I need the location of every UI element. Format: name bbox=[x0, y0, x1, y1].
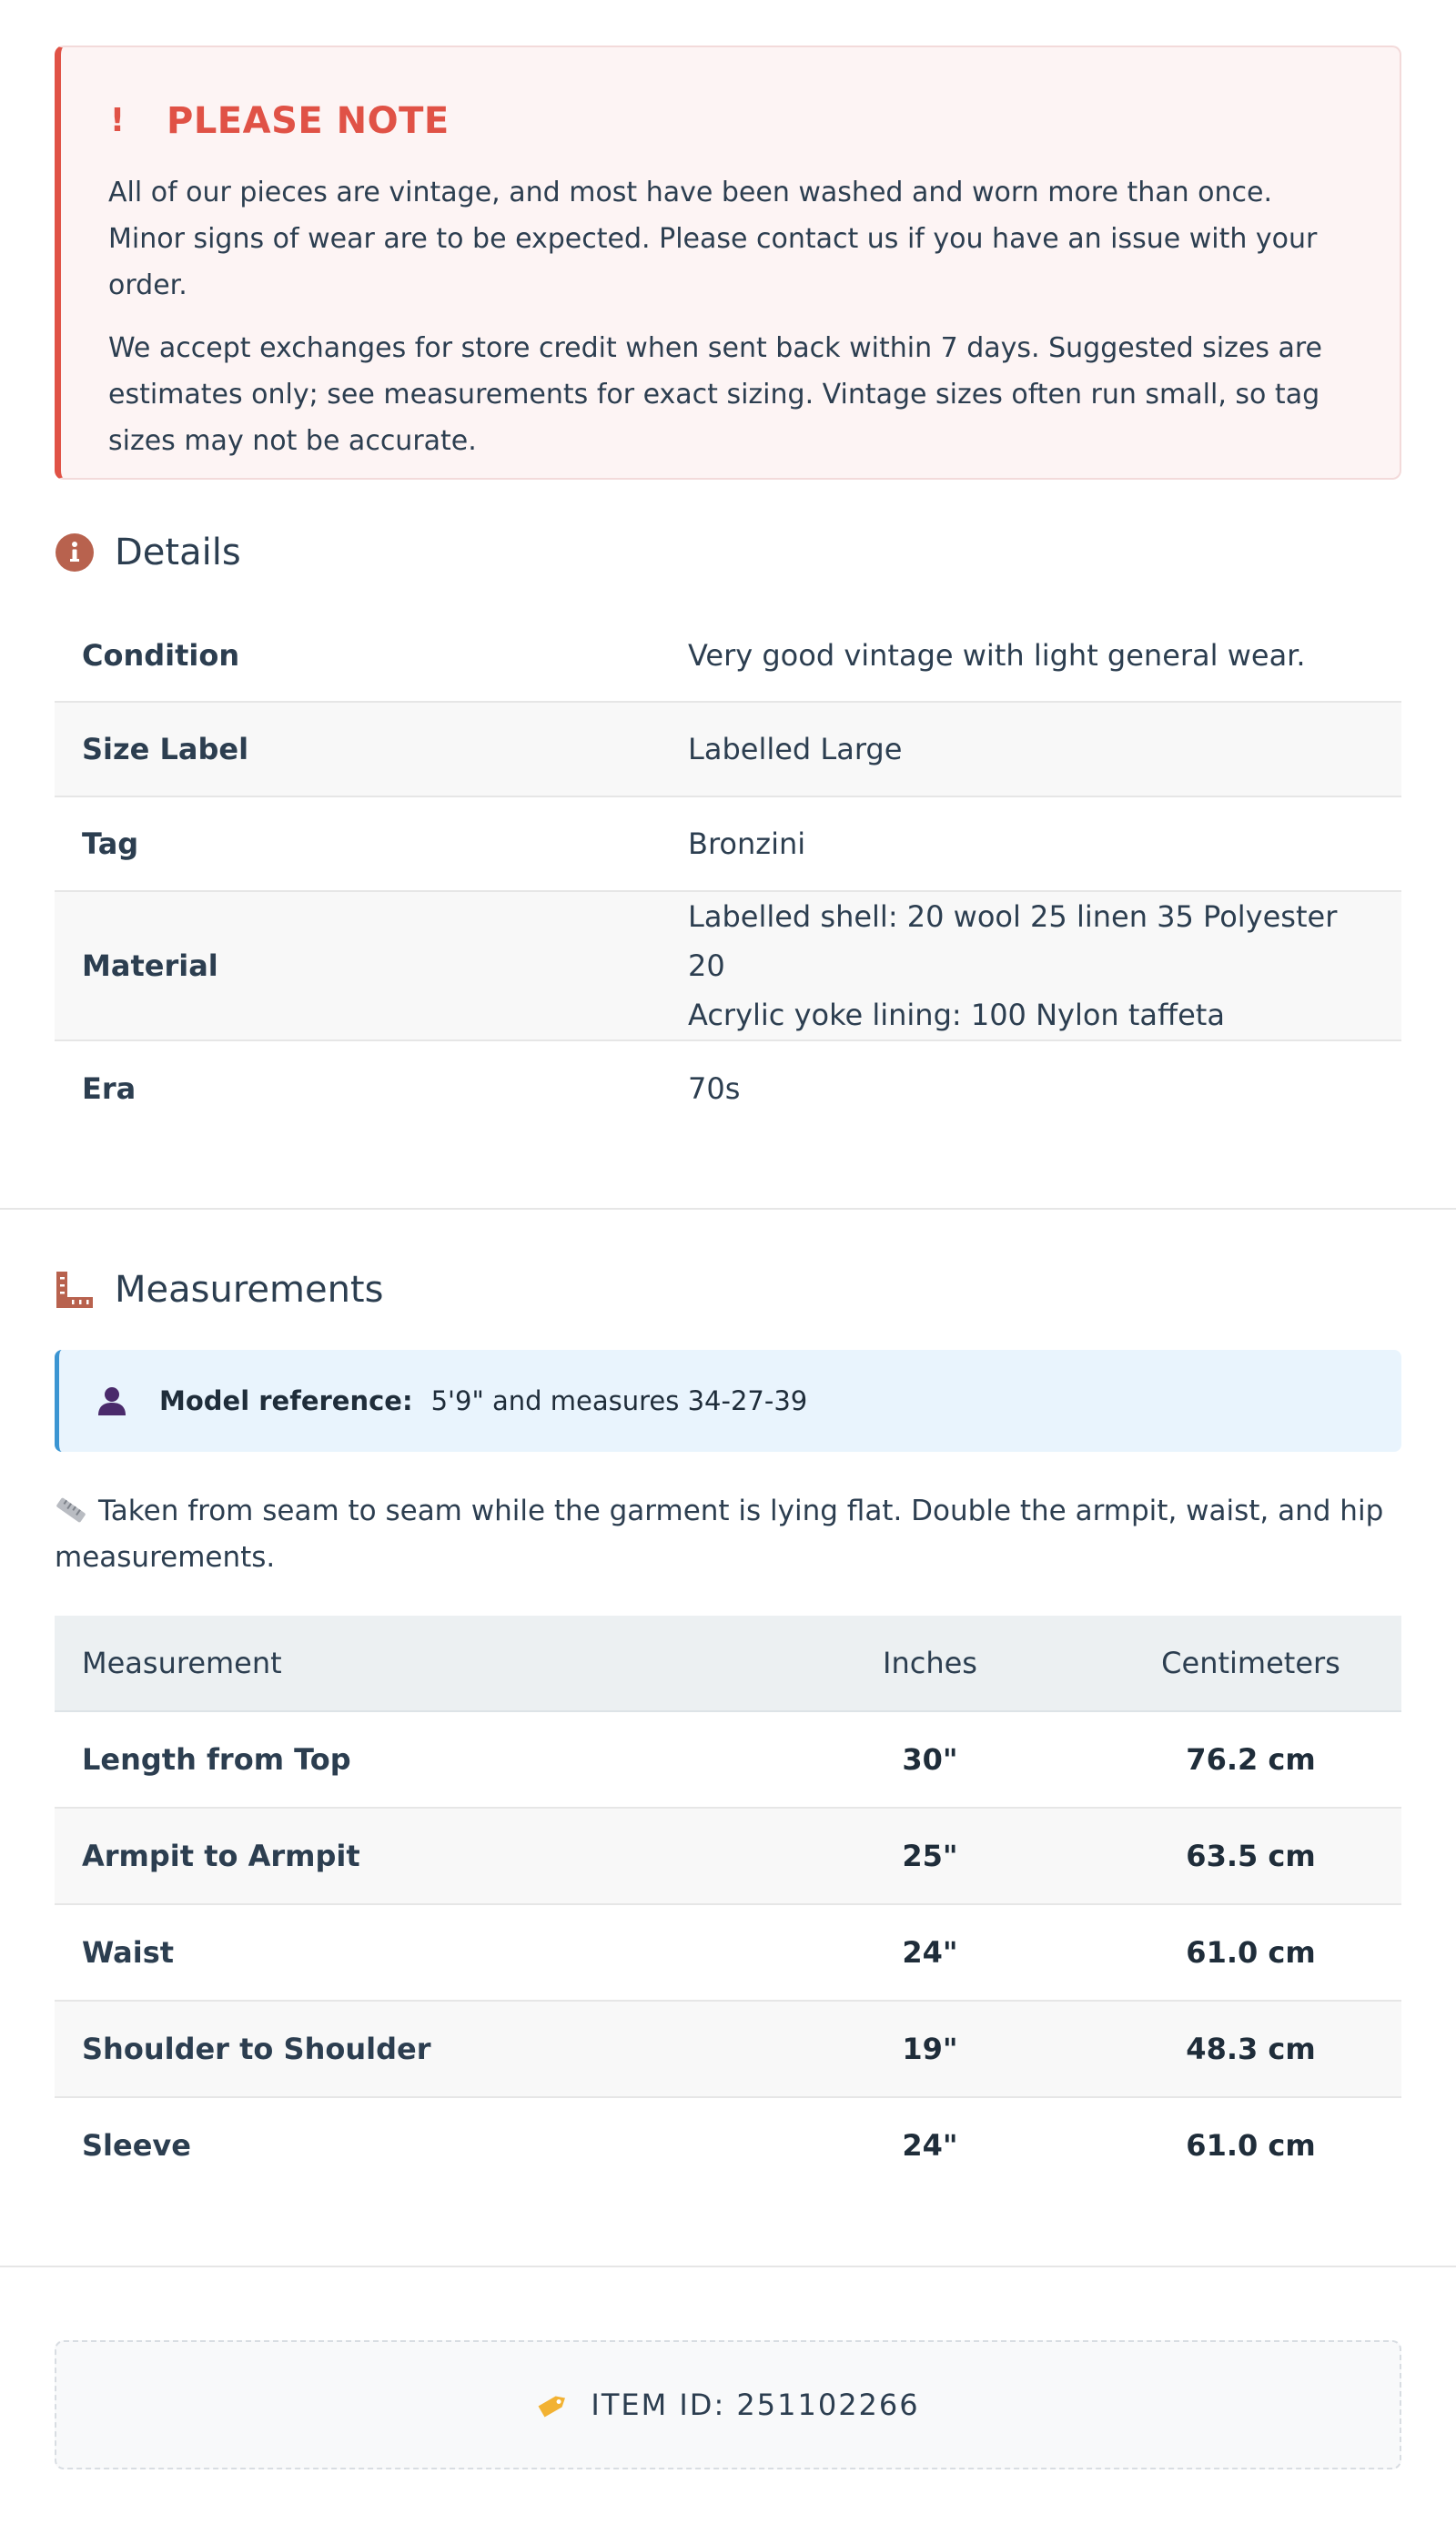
table-row bbox=[55, 2097, 1401, 2193]
model-reference-label: Model reference: bbox=[159, 1385, 413, 1416]
table-row bbox=[55, 609, 1401, 702]
measurement-name: Sleeve bbox=[82, 2128, 191, 2163]
measurements-section bbox=[55, 1262, 1401, 2193]
measurement-note-text: Taken from seam to seam while the garment is lying flat. Double the armpit, waist, and hip measurements. bbox=[55, 1495, 1384, 1574]
details-value: Very good vintage with light general wear. bbox=[661, 609, 1401, 702]
details-label: Size Label bbox=[55, 702, 661, 796]
item-id-box bbox=[55, 2340, 1401, 2469]
details-label: Condition bbox=[55, 609, 661, 702]
details-table bbox=[55, 609, 1401, 1135]
measurement-name: Shoulder to Shoulder bbox=[55, 2001, 760, 2097]
table-row bbox=[55, 1040, 1401, 1135]
material-line-2: Acrylic yoke lining: 100 Nylon taffeta bbox=[688, 998, 1225, 1032]
table-header-row bbox=[55, 1616, 1401, 1711]
column-header: Centimeters bbox=[1100, 1616, 1401, 1711]
table-row bbox=[55, 1904, 1401, 2001]
table-row bbox=[55, 1711, 1401, 1808]
measurement-cm: 63.5 cm bbox=[1100, 1808, 1401, 1904]
item-id-label: ITEM ID: 251102266 bbox=[591, 2388, 920, 2422]
column-header: Inches bbox=[760, 1616, 1100, 1711]
notice-paragraph-1: All of our pieces are vintage, and most have been washed and worn more than once. Minor signs of wear are to be expected. Please contact us if you have an issue with your order. bbox=[108, 177, 1318, 301]
section-divider bbox=[0, 1208, 1456, 1210]
measurement-inches: 24" bbox=[902, 2128, 958, 2163]
details-value: Labelled Large bbox=[661, 702, 1401, 796]
table-row bbox=[55, 1808, 1401, 1904]
table-row bbox=[55, 891, 1401, 1040]
measurement-inches: 30" bbox=[760, 1711, 1100, 1808]
details-label: Era bbox=[82, 1070, 136, 1106]
exclamation-icon: ! bbox=[109, 102, 126, 139]
measurements-header bbox=[55, 1262, 1401, 1317]
details-title: Details bbox=[115, 532, 241, 573]
ruler-icon bbox=[55, 1496, 87, 1524]
column-header: Measurement bbox=[55, 1616, 760, 1711]
details-label: Tag bbox=[55, 796, 661, 891]
details-section bbox=[55, 525, 1401, 1135]
measurement-name: Length from Top bbox=[55, 1711, 760, 1808]
measurement-cm: 61.0 cm bbox=[1100, 1904, 1401, 2001]
measurements-table bbox=[55, 1616, 1401, 2193]
model-reference-box bbox=[55, 1350, 1401, 1452]
material-line-1: Labelled shell: 20 wool 25 linen 35 Polyester 20 bbox=[688, 899, 1338, 983]
tag-icon bbox=[536, 2388, 571, 2422]
details-value: 70s bbox=[688, 1070, 741, 1106]
details-value bbox=[661, 891, 1401, 1040]
measurement-note bbox=[55, 1488, 1401, 1581]
measurement-cm: 61.0 cm bbox=[1186, 2128, 1316, 2163]
notice-header bbox=[108, 100, 1356, 142]
measurement-cm: 48.3 cm bbox=[1100, 2001, 1401, 2097]
measurement-inches: 19" bbox=[760, 2001, 1100, 2097]
table-row bbox=[55, 796, 1401, 891]
measurement-inches: 24" bbox=[760, 1904, 1100, 2001]
measurement-inches: 25" bbox=[760, 1808, 1100, 1904]
please-note-box bbox=[55, 46, 1401, 480]
notice-title: PLEASE NOTE bbox=[167, 100, 450, 142]
measurement-cm: 76.2 cm bbox=[1100, 1711, 1401, 1808]
measurement-name: Armpit to Armpit bbox=[55, 1808, 760, 1904]
details-value: Bronzini bbox=[661, 796, 1401, 891]
measurement-name: Waist bbox=[55, 1904, 760, 2001]
measurements-title: Measurements bbox=[115, 1269, 384, 1311]
model-reference-value: 5'9" and measures 34-27-39 bbox=[430, 1385, 808, 1416]
product-info-page bbox=[0, 0, 1456, 1135]
ruler-icon bbox=[55, 1270, 95, 1310]
table-row bbox=[55, 2001, 1401, 2097]
person-icon bbox=[96, 1384, 128, 1417]
measurements-wrap bbox=[0, 1262, 1456, 2193]
info-circle-icon bbox=[55, 532, 95, 573]
table-row bbox=[55, 702, 1401, 796]
notice-paragraph-2: We accept exchanges for store credit when sent back within 7 days. Suggested sizes are estimates only; see measurements for exact sizing. Vintage sizes often run small, so tag sizes may not be accurate. bbox=[108, 332, 1323, 457]
details-header bbox=[55, 525, 1401, 580]
item-id-wrap bbox=[0, 2340, 1456, 2469]
section-divider bbox=[0, 2266, 1456, 2267]
details-label: Material bbox=[55, 891, 661, 1040]
